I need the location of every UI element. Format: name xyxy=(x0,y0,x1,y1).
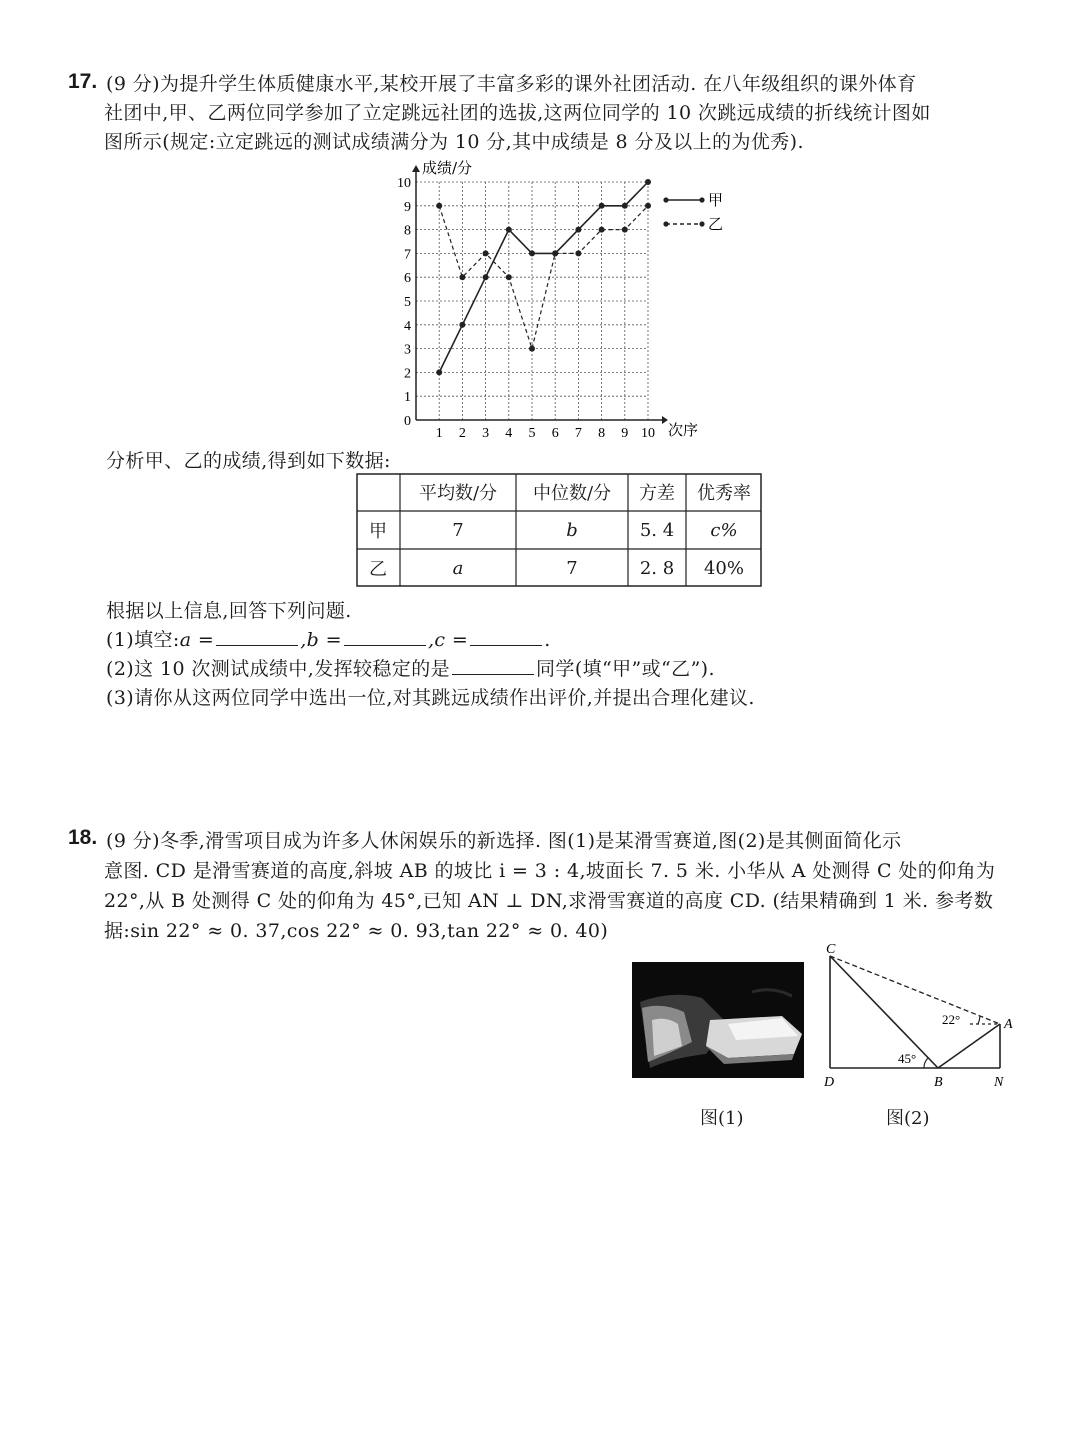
x-tick-label: 8 xyxy=(598,426,606,441)
data-point xyxy=(506,227,512,233)
q18-line: 22°,从 B 处测得 C 处的仰角为 45°,已知 AN ⊥ DN,求滑雪赛道的高度 CD. (结果精确到 1 米. 参考数 xyxy=(104,890,994,912)
line-chart xyxy=(380,158,740,443)
legend-marker xyxy=(663,197,668,202)
subq1-end: . xyxy=(544,629,551,651)
data-point xyxy=(506,274,512,280)
blank-a[interactable] xyxy=(216,627,298,646)
legend-marker xyxy=(699,221,704,226)
q17-line: 社团中,甲、乙两位同学参加了立定跳远社团的选拔,这两位同学的 10 次跳远成绩的折线统计图如 xyxy=(104,102,931,124)
label-D: D xyxy=(824,1075,835,1090)
subquestion-2 xyxy=(106,654,715,681)
data-point xyxy=(483,250,489,256)
jia-variance: 5. 4 xyxy=(639,519,675,541)
data-point xyxy=(622,227,628,233)
yi-variance: 2. 8 xyxy=(639,557,675,579)
subq1-label: (1)填空: xyxy=(106,629,180,651)
jia-excellent-rate: c% xyxy=(710,519,738,541)
legend-label: 甲 xyxy=(708,191,724,209)
data-point xyxy=(483,274,489,280)
y-tick-label: 0 xyxy=(404,414,411,429)
header-mean: 平均数/分 xyxy=(418,483,498,504)
legend-marker xyxy=(699,197,704,202)
q18-line: (9 分)冬季,滑雪项目成为许多人休闲娱乐的新选择. 图(1)是某滑雪赛道,图(2)是其侧面简化示 xyxy=(106,830,902,852)
stats-table xyxy=(356,473,762,587)
y-tick-label: 7 xyxy=(404,247,411,263)
jia-mean: 7 xyxy=(452,519,464,541)
y-axis-arrow xyxy=(412,165,420,172)
q17-number: 17. xyxy=(68,70,98,93)
row-jia-label: 甲 xyxy=(369,521,387,542)
x-tick-label: 6 xyxy=(551,426,559,441)
chart-tick-labels xyxy=(397,159,698,441)
q17-stem xyxy=(106,70,931,157)
y-axis-title: 成绩/分 xyxy=(422,159,473,177)
angle-45-arc xyxy=(924,1058,928,1068)
blank-c[interactable] xyxy=(470,627,542,646)
yi-mean: a xyxy=(452,557,464,579)
yi-excellent-rate: 40% xyxy=(703,557,744,579)
chart-grid xyxy=(416,182,648,420)
y-tick-label: 6 xyxy=(404,271,411,287)
data-point xyxy=(436,369,442,375)
sightline-CA xyxy=(830,956,1000,1024)
analysis-text: 分析甲、乙的成绩,得到如下数据: xyxy=(106,450,391,472)
jia-median: b xyxy=(566,519,578,541)
data-point xyxy=(622,203,628,209)
figure2-caption: 图(2) xyxy=(886,1108,930,1129)
data-point xyxy=(552,250,558,256)
y-tick-label: 4 xyxy=(404,318,411,334)
y-tick-label: 1 xyxy=(404,390,411,406)
data-point xyxy=(459,322,465,328)
y-tick-label: 3 xyxy=(404,342,411,358)
x-axis-title: 次序 xyxy=(668,421,699,439)
header-excellent-rate: 优秀率 xyxy=(697,483,751,504)
x-tick-label: 10 xyxy=(641,426,655,441)
answer-intro: 根据以上信息,回答下列问题. xyxy=(106,600,352,622)
x-tick-label: 2 xyxy=(458,426,466,441)
data-point xyxy=(436,203,442,209)
chart-axes xyxy=(412,165,668,424)
label-N: N xyxy=(994,1075,1004,1090)
data-point xyxy=(599,227,605,233)
y-tick-label: 8 xyxy=(404,223,411,239)
segment-BA xyxy=(938,1024,1000,1068)
subq2-after: 同学(填“甲”或“乙”). xyxy=(536,658,715,680)
subquestion-3: (3)请你从这两位同学中选出一位,对其跳远成绩作出评价,并提出合理化建议. xyxy=(106,687,755,709)
label-B: B xyxy=(934,1075,943,1090)
q18-stem xyxy=(106,826,995,946)
ski-track-photo xyxy=(632,962,804,1078)
blank-b-label: ,b = xyxy=(300,629,342,651)
data-point xyxy=(645,203,651,209)
subquestion-1 xyxy=(106,625,551,652)
x-tick-label: 7 xyxy=(574,426,582,441)
chart-legend xyxy=(663,191,723,233)
yi-median: 7 xyxy=(566,557,578,579)
y-tick-label: 10 xyxy=(397,176,411,191)
header-median: 中位数/分 xyxy=(532,483,612,504)
figure1-caption: 图(1) xyxy=(700,1108,744,1129)
legend-marker xyxy=(663,221,668,226)
x-tick-label: 9 xyxy=(621,426,629,441)
angle-45-label: 45° xyxy=(898,1051,917,1066)
subq2-before: (2)这 10 次测试成绩中,发挥较稳定的是 xyxy=(106,658,451,680)
y-tick-label: 5 xyxy=(404,295,411,310)
segment-CB xyxy=(830,956,938,1068)
q18-line: 据:sin 22° ≈ 0. 37,cos 22° ≈ 0. 93,tan 22° ≈ 0. 40) xyxy=(104,920,609,942)
q18-number: 18. xyxy=(68,826,98,849)
data-point xyxy=(459,274,465,280)
label-C: C xyxy=(826,942,836,957)
data-point xyxy=(575,227,581,233)
legend-label: 乙 xyxy=(708,215,724,233)
q18-line: 意图. CD 是滑雪赛道的高度,斜坡 AB 的坡比 i = 3 : 4,坡面长 7. 5 米. 小华从 A 处测得 C 处的仰角为 xyxy=(104,860,996,882)
data-point xyxy=(529,250,535,256)
label-A: A xyxy=(1004,1017,1013,1032)
q17-line: 图所示(规定:立定跳远的测试成绩满分为 10 分,其中成绩是 8 分及以上的为优秀). xyxy=(104,131,804,153)
x-tick-label: 3 xyxy=(482,426,490,441)
row-yi-label: 乙 xyxy=(369,559,387,580)
slope-diagram xyxy=(820,940,1020,1092)
data-point xyxy=(575,250,581,256)
data-point xyxy=(599,203,605,209)
blank-a-label: a = xyxy=(179,629,215,651)
header-variance: 方差 xyxy=(639,483,675,504)
blank-c-label: ,c = xyxy=(427,629,469,651)
y-tick-label: 2 xyxy=(404,366,411,382)
x-tick-label: 1 xyxy=(435,426,443,441)
blank-stable-student[interactable] xyxy=(452,656,534,675)
angle-22-arc xyxy=(978,1016,980,1024)
angle-22-label: 22° xyxy=(942,1012,961,1027)
data-point xyxy=(529,346,535,352)
data-point xyxy=(645,179,651,185)
x-tick-label: 4 xyxy=(505,426,513,441)
q17-line: (9 分)为提升学生体质健康水平,某校开展了丰富多彩的课外社团活动. 在八年级组织的课外体育 xyxy=(106,73,917,95)
y-tick-label: 9 xyxy=(404,199,411,215)
x-tick-label: 5 xyxy=(528,426,536,441)
blank-b[interactable] xyxy=(344,627,426,646)
